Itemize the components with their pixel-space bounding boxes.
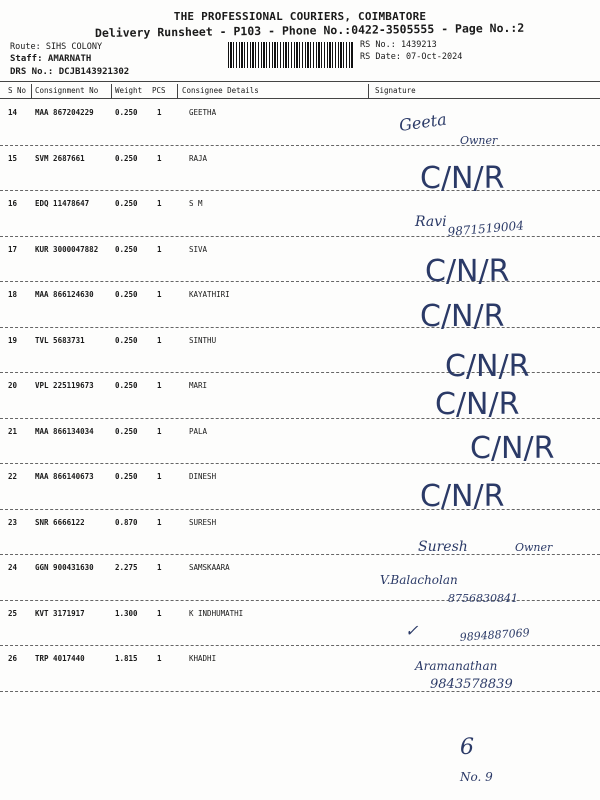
- signature-row-23-owner: Owner: [515, 541, 553, 554]
- consignment-cell: KUR 3000047882: [35, 244, 99, 254]
- consignment-cell: VPL 225119673: [35, 381, 94, 390]
- signature-row-16-phone: 9871519004: [447, 218, 525, 239]
- consignment-cell: KVT 3171917: [35, 608, 85, 618]
- consignment-cell: SNR 6666122: [35, 517, 85, 527]
- sno-cell: 18: [8, 290, 18, 299]
- pcs-cell: 1: [157, 517, 162, 527]
- consignee-cell: DINESH: [189, 472, 217, 481]
- weight-cell: 0.250: [115, 199, 138, 208]
- signature-row-21: C/N/R: [470, 431, 555, 466]
- weight-cell: 1.300: [115, 608, 138, 618]
- pcs-cell: 1: [157, 199, 162, 208]
- rs-date: RS Date: 07-Oct-2024: [360, 52, 463, 62]
- consignee-cell: KHADHI: [189, 654, 217, 663]
- sno-cell: 15: [8, 153, 18, 163]
- signature-row-25-mark: ✓: [405, 621, 419, 640]
- weight-cell: 0.250: [115, 335, 138, 345]
- signature-row-17: C/N/R: [425, 254, 510, 289]
- consignee-cell: RAJA: [189, 153, 208, 163]
- pcs-cell: 1: [157, 108, 162, 117]
- drs-number: DRS No.: DCJB143921302: [10, 67, 130, 77]
- col-pcs: PCS: [152, 86, 166, 95]
- pcs-cell: 1: [157, 153, 162, 163]
- col-divider: [177, 84, 178, 98]
- signature-row-24-name: V.Balacholan: [380, 573, 458, 587]
- sno-cell: 20: [8, 381, 18, 390]
- weight-cell: 0.250: [115, 244, 138, 254]
- staff-label: Staff: AMARNATH: [10, 54, 92, 64]
- sno-cell: 19: [8, 335, 18, 345]
- col-sno: S No: [8, 86, 27, 95]
- weight-cell: 1.815: [115, 654, 138, 663]
- signature-row-23-name: Suresh: [418, 539, 468, 555]
- signature-row-20: C/N/R: [435, 387, 520, 422]
- pcs-cell: 1: [157, 290, 162, 299]
- col-signature: Signature: [375, 86, 416, 95]
- sno-cell: 22: [8, 472, 18, 481]
- runsheet-subtitle: Delivery Runsheet - P103 - Phone No.:0422-3505555 - Page No.:2: [94, 20, 525, 40]
- consignment-cell: MAA 866124630: [35, 290, 94, 299]
- consignment-cell: EDQ 11478647: [35, 199, 90, 208]
- consignee-cell: SAMSKAARA: [189, 563, 230, 572]
- consignee-cell: SIVA: [189, 244, 208, 254]
- weight-cell: 0.870: [115, 517, 138, 527]
- signature-row-26-phone: 9843578839: [430, 677, 513, 692]
- consignee-cell: SINTHU: [189, 335, 217, 345]
- col-divider: [111, 84, 112, 98]
- weight-cell: 2.275: [115, 563, 138, 572]
- signature-row-14-owner: Owner: [460, 134, 498, 147]
- sno-cell: 14: [8, 108, 18, 117]
- signature-row-25-phone: 9894887069: [459, 626, 531, 644]
- weight-cell: 0.250: [115, 108, 138, 117]
- col-weight: Weight: [115, 86, 143, 95]
- consignment-cell: GGN 900431630: [35, 563, 94, 572]
- col-divider: [31, 84, 32, 98]
- weight-cell: 0.250: [115, 381, 138, 390]
- pcs-cell: 1: [157, 381, 162, 390]
- consignee-cell: MARI: [189, 381, 208, 390]
- signature-row-22: C/N/R: [420, 479, 505, 514]
- weight-cell: 0.250: [115, 472, 138, 481]
- pcs-cell: 1: [157, 608, 162, 618]
- pcs-cell: 1: [157, 654, 162, 663]
- route-label: Route: SIHS COLONY: [10, 42, 103, 52]
- signature-row-24-phone: 8756830841: [448, 592, 518, 605]
- consignment-cell: TRP 4017440: [35, 654, 85, 663]
- sno-cell: 25: [8, 608, 18, 618]
- col-consignee: Consignee Details: [182, 86, 259, 95]
- pcs-cell: 1: [157, 472, 162, 481]
- pcs-cell: 1: [157, 426, 162, 436]
- consignment-cell: MAA 866134034: [35, 426, 94, 436]
- consignee-cell: PALA: [189, 426, 208, 436]
- pcs-cell: 1: [157, 563, 162, 572]
- consignment-cell: TVL 5683731: [35, 335, 85, 345]
- weight-cell: 0.250: [115, 290, 138, 299]
- weight-cell: 0.250: [115, 153, 138, 163]
- sno-cell: 23: [8, 517, 18, 527]
- signature-row-18: C/N/R: [420, 299, 505, 334]
- signature-row-14-name: Geeta: [397, 109, 448, 135]
- table-top-rule: [0, 81, 600, 82]
- footer-note: No. 9: [460, 770, 493, 784]
- col-consignment: Consignment No: [35, 86, 99, 95]
- company-title: THE PROFESSIONAL COURIERS, COIMBATORE: [173, 10, 427, 23]
- sno-cell: 21: [8, 426, 18, 436]
- sno-cell: 16: [8, 199, 18, 208]
- sno-cell: 26: [8, 654, 18, 663]
- rs-number: RS No.: 1439213: [360, 40, 437, 50]
- consignment-cell: SVM 2687661: [35, 153, 85, 163]
- sno-cell: 24: [8, 563, 18, 572]
- handwritten-signatures: [360, 96, 590, 786]
- consignment-cell: MAA 867204229: [35, 108, 94, 117]
- pcs-cell: 1: [157, 244, 162, 254]
- signature-row-15: C/N/R: [420, 161, 505, 196]
- pcs-cell: 1: [157, 335, 162, 345]
- signature-row-19: C/N/R: [445, 349, 530, 384]
- consignee-cell: S M: [189, 199, 203, 208]
- consignee-cell: GEETHA: [189, 108, 217, 117]
- consignee-cell: KAYATHIRI: [189, 290, 230, 299]
- consignee-cell: SURESH: [189, 517, 217, 527]
- consignment-cell: MAA 866140673: [35, 472, 94, 481]
- consignee-cell: K INDHUMATHI: [189, 608, 244, 618]
- signature-row-26-name: Aramanathan: [415, 659, 498, 673]
- sno-cell: 17: [8, 244, 18, 254]
- signature-row-16-name: Ravi: [415, 214, 447, 230]
- weight-cell: 0.250: [115, 426, 138, 436]
- footer-count: 6: [460, 735, 474, 760]
- barcode: [228, 42, 354, 68]
